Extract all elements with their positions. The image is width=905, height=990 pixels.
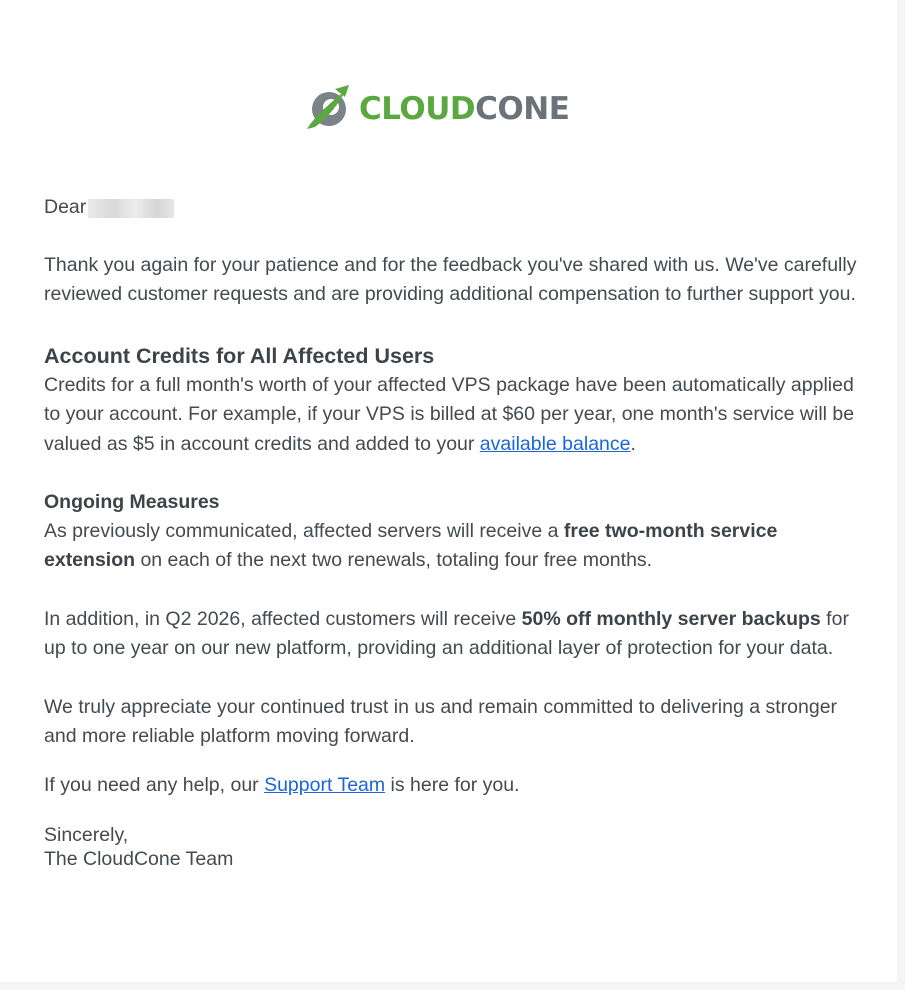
- logo-text-cone: CONE: [475, 91, 570, 127]
- addition-text-end: for up to one year on our new platform, providing an additional layer of protection for your data.: [44, 607, 849, 660]
- credits-text: Credits for a full month's worth of your affected VPS package have been automatically applied to your account. For example, if your VPS is billed at $60 per year, one month's service will be valued as $5 in account credits and added to your: [44, 373, 855, 455]
- credits-text-end: .: [630, 432, 636, 455]
- help-text-end: is here for you.: [385, 774, 520, 797]
- redacted-name: [88, 199, 174, 218]
- help-paragraph: [44, 771, 864, 800]
- support-team-link[interactable]: Support Team: [264, 774, 386, 797]
- greeting-line: [44, 193, 864, 223]
- measures-bold-text: free two-month service extension: [44, 520, 778, 572]
- greeting-text: Dear: [44, 196, 87, 219]
- cloudcone-swoosh-icon: [305, 85, 351, 133]
- credits-paragraph: [44, 371, 864, 459]
- intro-paragraph: Thank you again for your patience and for the feedback you've shared with us. We've carefully reviewed customer requests and are providing additional compensation to further support you.: [44, 254, 857, 306]
- addition-text: In addition, in Q2 2026, affected customers will receive: [44, 607, 522, 630]
- cloudcone-logo: [305, 84, 569, 134]
- measures-paragraph: [44, 517, 864, 576]
- addition-paragraph: [44, 605, 864, 664]
- help-text: If you need any help, our: [44, 774, 265, 797]
- measures-text-end: on each of the next two renewals, totaling four free months.: [135, 549, 653, 572]
- credits-heading: Account Credits for All Affected Users: [44, 343, 435, 368]
- signature-text: The CloudCone Team: [44, 847, 234, 870]
- available-balance-link[interactable]: available balance: [479, 432, 631, 455]
- appreciate-paragraph: We truly appreciate your continued trust in us and remain committed to delivering a stronger and more reliable platform moving forward.: [44, 695, 838, 748]
- addition-bold-text: 50% off monthly server backups: [521, 607, 821, 630]
- email-body: [44, 193, 864, 871]
- signoff-text: Sincerely,: [44, 823, 129, 846]
- logo-wordmark: [359, 84, 569, 134]
- logo-text-cloud: CLOUD: [359, 91, 476, 127]
- measures-heading: Ongoing Measures: [44, 491, 220, 514]
- measures-text: As previously communicated, affected servers will receive a: [44, 520, 564, 543]
